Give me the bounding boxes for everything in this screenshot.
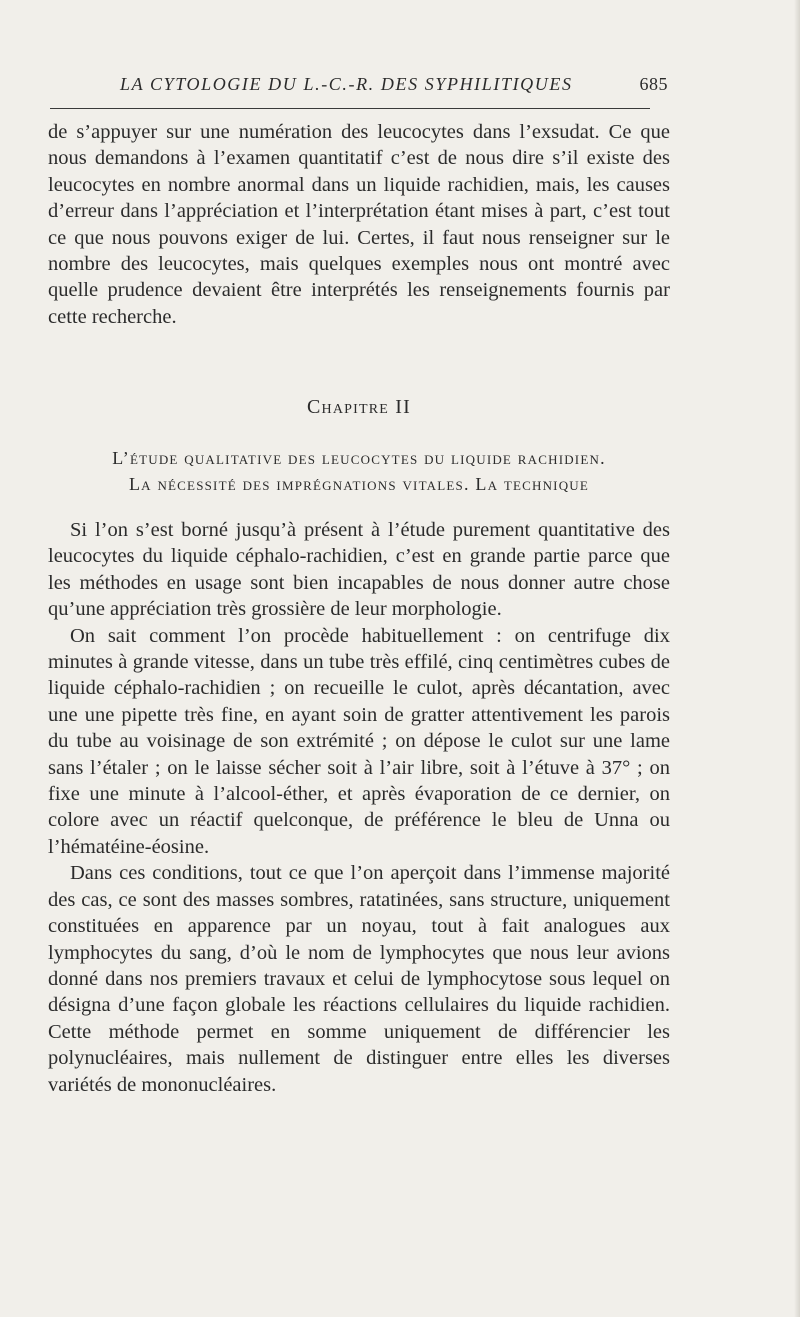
- running-title: LA CYTOLOGIE DU L.-C.-R. DES SYPHILITIQUES: [120, 74, 573, 94]
- header-rule: [50, 108, 650, 109]
- page-number: 685: [639, 74, 668, 94]
- continued-text-block: [48, 119, 670, 330]
- paragraph-2: On sait comment l’on procède habituellement : on centrifuge dix minutes à grande vitesse, dans un tube très effilé, cinq centimètres cubes de liquide céphalo-rachidien ; on recueille le culot, après décantation, avec une une pipette très fine, en ayant soin de gratter attentivement les parois du tube au voisinage de son extrémité ; on dépose le culot sur une lame sans l’étaler ; on le laisse sécher soit à l’air libre, soit à l’étuve à 37° ; on fixe une minute à l’alcool-éther, et après évaporation de ce dernier, on colore avec un réactif quelconque, de préférence le bleu de Unna ou l’hématéine-éosine.: [48, 624, 670, 858]
- chapter-title: Chapitre II: [307, 396, 411, 418]
- running-head: [48, 74, 668, 104]
- chapter-subtitle-line-1: L’étude qualitative des leucocytes du liquide rachidien.: [112, 448, 606, 468]
- paragraph-3: Dans ces conditions, tout ce que l’on aperçoit dans l’immense majorité des cas, ce sont des masses sombres, ratatinées, sans structure, uniquement constituées en apparence par un noyau, tout à fait analogues aux lymphocytes du sang, d’où le nom de lymphocytes que nous leur avions donné dans nos premiers travaux et celui de lymphocytose sous lequel on désigna d’une façon globale les réactions cellulaires du liquide rachidien. Cette méthode permet en somme uniquement de différencier les polynucléaires, mais nullement de distinguer entre elles les diverses variétés de mononucléaires.: [48, 862, 670, 1096]
- chapter-subtitle-line-2: La nécessité des imprégnations vitales. La technique: [128, 474, 590, 494]
- page-edge: [794, 0, 800, 1317]
- paragraph-1: Si l’on s’est borné jusqu’à présent à l’étude purement quantitative des leucocytes du liquide céphalo-rachidien, c’est en grande partie parce que les méthodes en usage sont bien incapables de nous donner autre chose qu’une appréciation très grossière de leur morphologie.: [48, 519, 670, 621]
- chapter-text-block: [48, 517, 670, 1098]
- paragraph-continued: de s’appuyer sur une numération des leucocytes dans l’exsudat. Ce que nous demandons à l’examen quantitatif c’est de nous dire s’il existe des leucocytes en nombre anormal dans un liquide rachidien, mais, les causes d’erreur dans l’appréciation et l’interprétation étant mises à part, c’est tout ce que nous pouvons exiger de lui. Certes, il faut nous renseigner sur le nombre des leucocytes, mais quelques exemples nous ont montré avec quelle prudence devaient être interprétés les renseignements fournis par cette recherche.: [48, 121, 670, 328]
